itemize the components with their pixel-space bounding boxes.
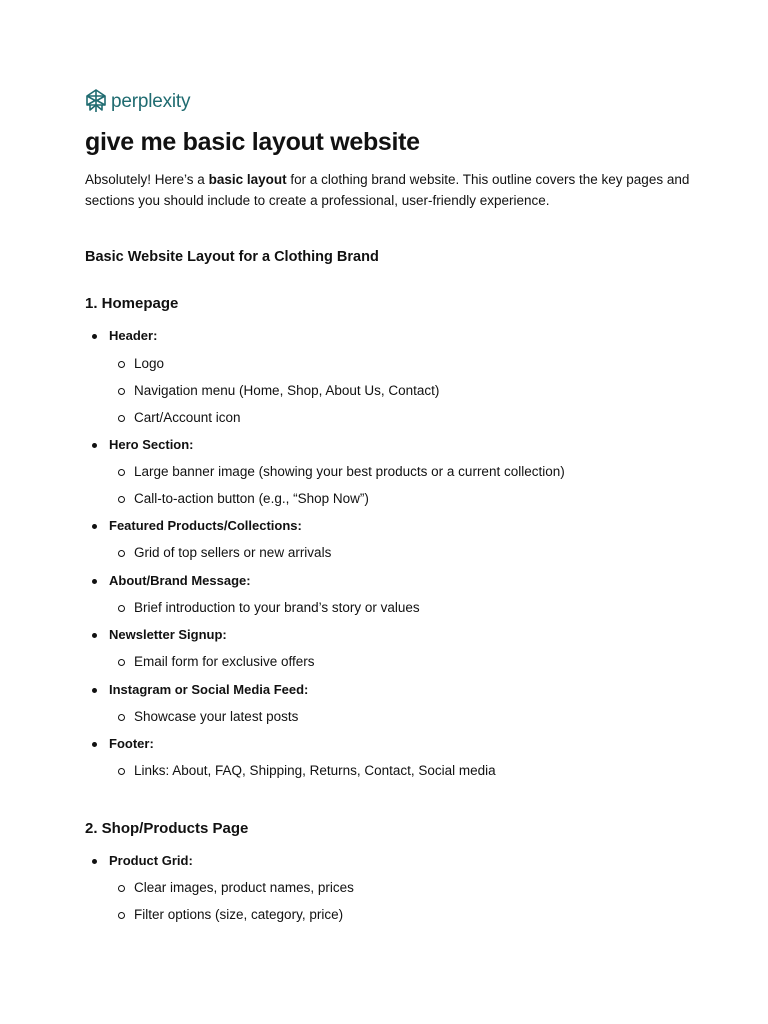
sub-list-item: [118, 410, 241, 425]
list-item-featured-products: [95, 518, 302, 533]
sub-list-item-text: Email form for exclusive offers: [134, 654, 315, 669]
list-item-label: Footer:: [109, 736, 154, 751]
sub-list-item-text: Brief introduction to your brand’s story or values: [134, 600, 420, 615]
list-item-label: Newsletter Signup:: [109, 627, 227, 642]
list-item-label: About/Brand Message:: [109, 573, 251, 588]
section-heading-homepage: 1. Homepage: [85, 295, 179, 312]
brand-name: perplexity: [111, 90, 191, 112]
sub-list-item-text: Navigation menu (Home, Shop, About Us, Contact): [134, 383, 440, 398]
sub-list-item: [118, 763, 496, 778]
list-item-label: Instagram or Social Media Feed:: [109, 682, 309, 697]
section-heading-shop-products: 2. Shop/Products Page: [85, 820, 249, 837]
intro-paragraph: [85, 170, 705, 211]
sub-list-item: [118, 491, 369, 506]
list-item-product-grid: [95, 853, 193, 868]
sub-list-item-text: Cart/Account icon: [134, 410, 241, 425]
list-item-hero-section: [95, 437, 194, 452]
perplexity-logo-icon: [85, 89, 107, 113]
list-item-footer: [95, 736, 154, 751]
sub-list-item: [118, 600, 420, 615]
sub-list-item: [118, 907, 344, 922]
list-item-label: Product Grid:: [109, 853, 193, 868]
sub-list-item-text: Clear images, product names, prices: [134, 880, 354, 895]
intro-text-bold: basic layout: [208, 172, 287, 187]
sub-list-item: [118, 383, 440, 398]
sub-list-item-text: Logo: [134, 356, 165, 371]
sub-list-item-text: Filter options (size, category, price): [134, 907, 344, 922]
sub-list-item-text: Call-to-action button (e.g., “Shop Now”): [134, 491, 369, 506]
intro-text-pre: Absolutely! Here’s a: [85, 172, 209, 187]
sub-list-item: [118, 880, 354, 895]
sub-list-item: [118, 464, 565, 479]
section-title: Basic Website Layout for a Clothing Brand: [85, 249, 379, 265]
sub-list-item: [118, 545, 332, 560]
sub-list-item-text: Showcase your latest posts: [134, 709, 299, 724]
sub-list-item: [118, 709, 299, 724]
list-item-label: Featured Products/Collections:: [109, 518, 302, 533]
sub-list-item-text: Links: About, FAQ, Shipping, Returns, Contact, Social media: [134, 763, 496, 778]
list-item-label: Hero Section:: [109, 437, 194, 452]
list-item-newsletter-signup: [95, 627, 227, 642]
page-title: give me basic layout website: [85, 128, 420, 156]
list-item-label: Header:: [109, 328, 158, 343]
sub-list-item-text: Large banner image (showing your best products or a current collection): [134, 464, 565, 479]
list-item-social-feed: [95, 682, 309, 697]
brand-logo: [85, 89, 190, 113]
sub-list-item: [118, 356, 165, 371]
sub-list-item-text: Grid of top sellers or new arrivals: [134, 545, 332, 560]
list-item-header: [95, 328, 158, 343]
intro-text-post: for a clothing brand website. This outline covers the key pages and sections you should include to create a professional, user-friendly experience.: [85, 172, 690, 208]
sub-list-item: [118, 654, 315, 669]
list-item-about-brand: [95, 573, 251, 588]
